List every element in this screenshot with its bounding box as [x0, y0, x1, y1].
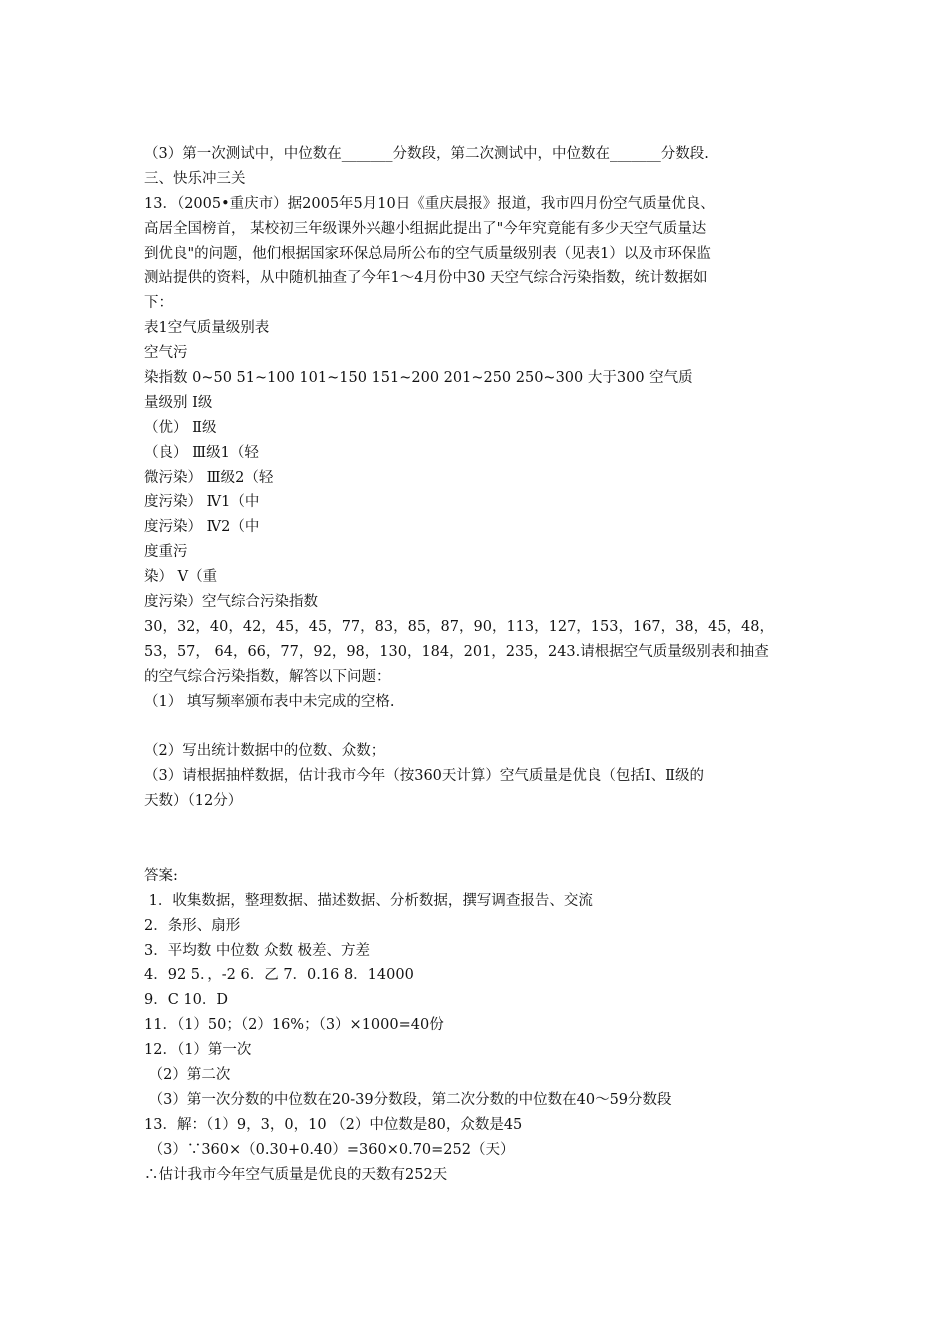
q13-intro-line-3: 到优良"的问题，他们根据国家环保总局所公布的空气质量级别表（见表1）以及市环保监: [144, 245, 711, 262]
data-line-2: 53，57， 64，66，77，92，98，130，184，201，235，243.请根据空气质量级别表和抽查: [144, 643, 769, 660]
data-line-3: 的空气综合污染指数，解答以下问题：: [144, 668, 391, 685]
answer-line-2: 2．条形、扇形: [144, 917, 241, 934]
table-caption: 表1空气质量级别表: [144, 320, 270, 337]
q13-intro-line-1: 13．（2005•重庆市）据2005年5月10日《重庆晨报》报道，我市四月份空气质量优良、: [144, 195, 715, 212]
answer-line-11: （3）∵360×（0.30+0.40）=360×0.70=252（天）: [144, 1141, 515, 1158]
table-line-1: 空气污: [144, 345, 188, 362]
answers-section: [144, 864, 824, 1188]
q13-intro-line-2: 高居全国榜首， 某校初三年级课外兴趣小组据此提出了"今年究竟能有多少天空气质量达: [144, 220, 707, 237]
answer-line-7: 12．（1）第一次: [144, 1042, 252, 1059]
document-page: [144, 142, 824, 1187]
table-line-9: 度重污: [144, 544, 188, 561]
answers-heading: 答案:: [144, 867, 178, 884]
table-line-8: 度污染） Ⅳ2（中: [144, 519, 260, 536]
data-line-1: 30，32，40，42，45，45，77，83，85，87，90，113，127，153，167，38，45，48，: [144, 618, 775, 635]
q13-part3-line-1: （3）请根据抽样数据，估计我市今年（按360天计算）空气质量是优良（包括Ⅰ、Ⅱ级的: [144, 768, 704, 785]
table-line-6: 微污染） Ⅲ级2（轻: [144, 469, 274, 486]
blank-spacer: [144, 714, 824, 739]
q13-part3-line-2: 天数）（12分）: [144, 793, 243, 810]
section-spacer: [144, 814, 824, 864]
answer-line-9: （3）第一次分数的中位数在20-39分数段，第二次分数的中位数在40～59分数段: [144, 1091, 672, 1108]
answer-line-5: 9．C 10．D: [144, 992, 229, 1009]
answer-line-6: 11．（1）50；（2）16%；（3）×1000=40份: [144, 1017, 444, 1034]
answer-line-10: 13．解：（1）9，3，0，10 （2）中位数是80，众数是45: [144, 1116, 523, 1133]
table-line-10: 染） Ⅴ（重: [144, 569, 218, 586]
table-line-7: 度污染） Ⅳ1（中: [144, 494, 260, 511]
section-heading: 三、快乐冲三关: [144, 170, 246, 187]
q12-part3-line: （3）第一次测试中，中位数在_______分数段，第二次测试中，中位数在_______分数段.: [144, 146, 709, 162]
table-line-2: 染指数 0~50 51~100 101~150 151~200 201~250 250~300 大于300 空气质: [144, 370, 693, 387]
q13-intro-line-5: 下：: [144, 295, 173, 312]
q13-intro-line-4: 测站提供的资料，从中随机抽查了今年1～4月份中30 天空气综合污染指数，统计数据如: [144, 270, 708, 287]
question-section: [144, 142, 824, 814]
q13-part2: （2）写出统计数据中的位数、众数；: [144, 743, 386, 760]
q13-part1: （1） 填写频率颁布表中未完成的空格.: [144, 693, 395, 710]
answer-line-1: 1．收集数据，整理数据、描述数据、分析数据，撰写调查报告、交流: [144, 892, 593, 909]
table-line-5: （良） Ⅲ级1（轻: [144, 444, 259, 461]
answer-line-12: ∴估计我市今年空气质量是优良的天数有252天: [144, 1166, 448, 1183]
answer-line-8: （2）第二次: [144, 1066, 231, 1083]
answer-line-3: 3．平均数 中位数 众数 极差、方差: [144, 942, 371, 959]
answer-line-4: 4．92 5．，-2 6．乙 7．0.16 8．14000: [144, 967, 414, 984]
table-line-3: 量级别 Ⅰ级: [144, 394, 213, 411]
table-line-4: （优） Ⅱ级: [144, 419, 217, 436]
table-line-11: 度污染）空气综合污染指数: [144, 594, 318, 611]
